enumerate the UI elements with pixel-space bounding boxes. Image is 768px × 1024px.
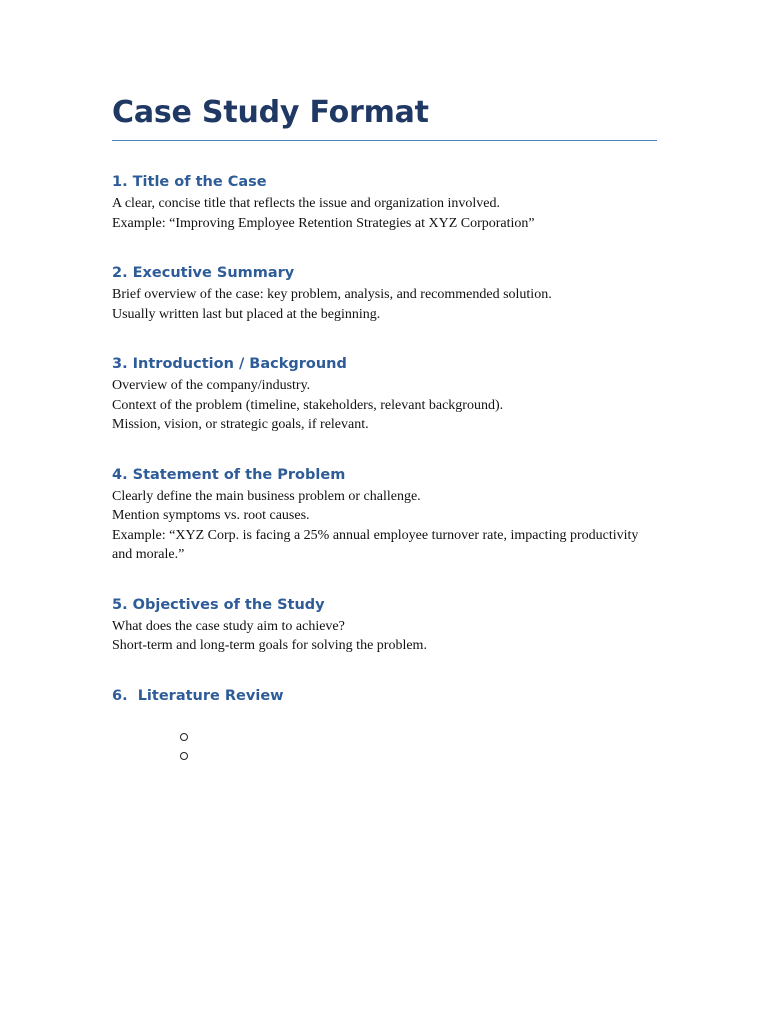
body-line: Mention symptoms vs. root causes. xyxy=(112,508,310,523)
body-line: Clearly define the main business problem or challenge. xyxy=(112,488,421,504)
body-line: Example: “XYZ Corp. is facing a 25% annual employee turnover rate, impacting productivity and morale.” xyxy=(112,527,639,562)
body-line: Overview of the company/industry. xyxy=(112,378,311,393)
section-title-of-case xyxy=(112,172,657,233)
section-heading: 2. Executive Summary xyxy=(112,265,295,281)
section-heading: 6. Literature Review xyxy=(112,687,284,704)
hollow-circle-bullet-icon xyxy=(180,733,188,741)
body-line: A clear, concise title that reflects the issue and organization involved. xyxy=(112,196,500,211)
section-heading: 3. Introduction / Background xyxy=(112,356,347,372)
section-objectives-of-study xyxy=(112,595,657,656)
list-item xyxy=(180,728,657,747)
section-literature-review xyxy=(112,686,657,766)
document-page xyxy=(112,92,657,766)
document-title: Case Study Format xyxy=(112,92,657,141)
section-heading: 1. Title of the Case xyxy=(112,174,267,190)
body-line: Usually written last but placed at the beginning. xyxy=(112,306,381,322)
body-line: Short-term and long-term goals for solving the problem. xyxy=(112,638,427,653)
body-line: Mission, vision, or strategic goals, if relevant. xyxy=(112,417,369,432)
hollow-circle-bullet-icon xyxy=(180,752,188,760)
empty-bullet-list xyxy=(112,728,657,766)
body-line: What does the case study aim to achieve? xyxy=(112,618,345,634)
section-executive-summary xyxy=(112,263,657,324)
list-item xyxy=(180,747,657,766)
section-introduction-background xyxy=(112,354,657,435)
body-line: Brief overview of the case: key problem, analysis, and recommended solution. xyxy=(112,287,552,302)
section-heading: 4. Statement of the Problem xyxy=(112,466,346,483)
section-statement-of-problem xyxy=(112,465,657,565)
body-line: Context of the problem (timeline, stakeholders, relevant background). xyxy=(112,397,504,413)
section-heading: 5. Objectives of the Study xyxy=(112,596,325,613)
body-line: Example: “Improving Employee Retention Strategies at XYZ Corporation” xyxy=(112,215,535,231)
